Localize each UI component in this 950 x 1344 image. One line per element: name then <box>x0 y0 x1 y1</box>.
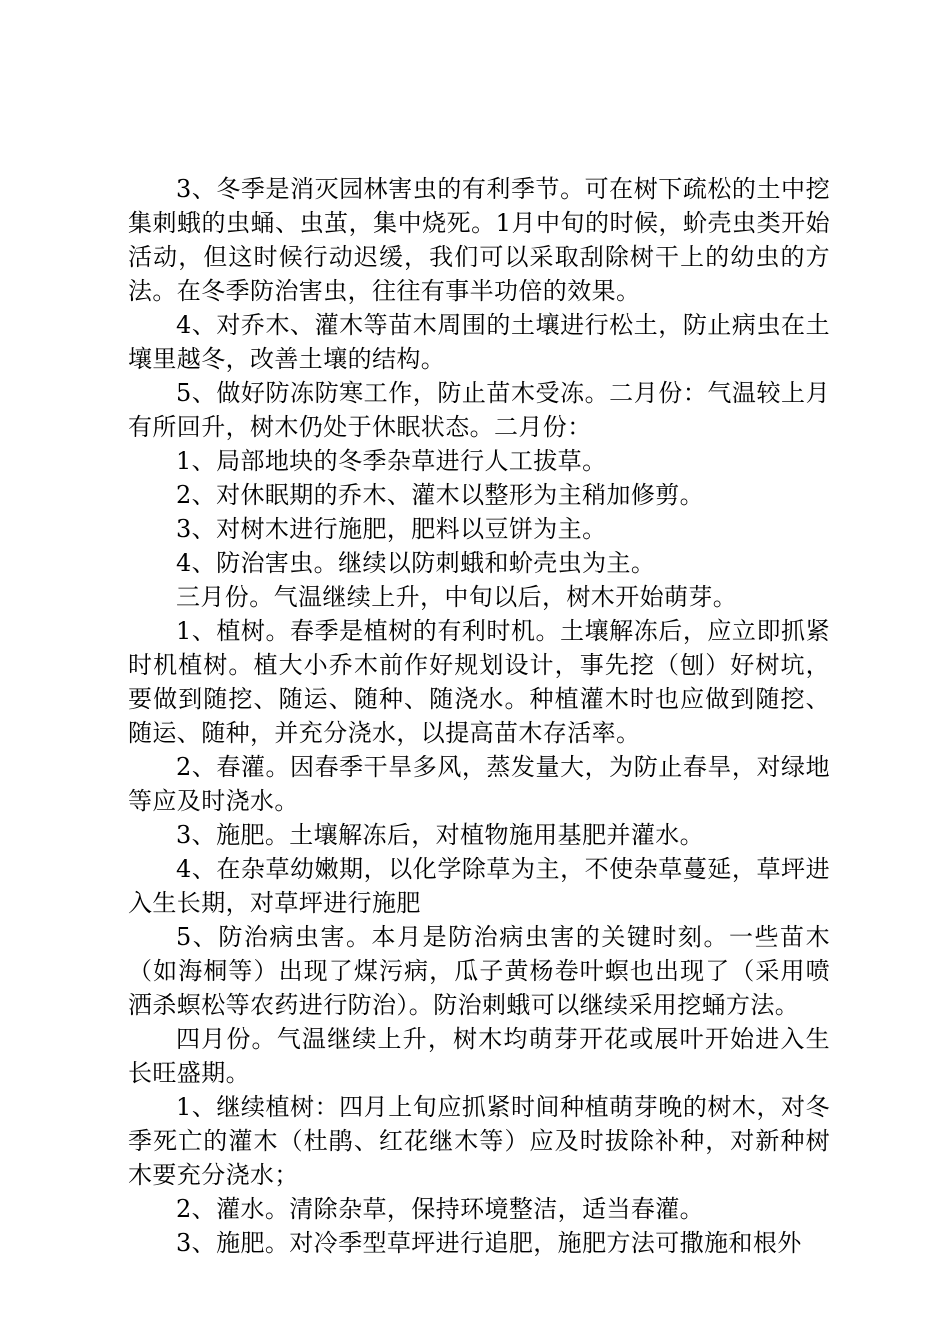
paragraph: 2、灌水。清除杂草，保持环境整洁，适当春灌。 <box>176 1195 705 1223</box>
paragraph: 1、继续植树：四月上旬应抓紧时间种植萌芽晚的树木，对冬季死亡的灌木（杜鹃、红花继木等）应及时拔除补种，对新种树木要充分浇水； <box>128 1093 830 1189</box>
paragraph: 4、在杂草幼嫩期，以化学除草为主，不使杂草蔓延，草坪进入生长期，对草坪进行施肥 <box>128 855 830 917</box>
paragraph: 三月份。气温继续上升，中旬以后，树木开始萌芽。 <box>176 583 738 611</box>
paragraph: 1、局部地块的冬季杂草进行人工拔草。 <box>176 447 607 475</box>
paragraph: 5、防治病虫害。本月是防治病虫害的关键时刻。一些苗木（如海桐等）出现了煤污病，瓜子黄杨卷叶螟也出现了（采用喷洒杀螟松等农药进行防治）。防治刺蛾可以继续采用挖蛹方法。 <box>128 923 830 1019</box>
paragraph: 3、施肥。对冷季型草坪进行追肥，施肥方法可撒施和根外 <box>176 1229 802 1257</box>
paragraph: 2、对休眠期的乔木、灌木以整形为主稍加修剪。 <box>176 481 705 509</box>
paragraph: 3、对树木进行施肥，肥料以豆饼为主。 <box>176 515 607 543</box>
document-body <box>128 172 830 1260</box>
paragraph: 3、施肥。土壤解冻后，对植物施用基肥并灌水。 <box>176 821 705 849</box>
paragraph: 2、春灌。因春季干旱多风，蒸发量大，为防止春旱，对绿地等应及时浇水。 <box>128 753 830 815</box>
paragraph: 3、冬季是消灭园林害虫的有利季节。可在树下疏松的土中挖集刺蛾的虫蛹、虫茧，集中烧死。1月中旬的时候，蚧壳虫类开始活动，但这时候行动迟缓，我们可以采取刮除树干上的幼虫的方法。在冬季防治害虫，往往有事半功倍的效果。 <box>128 175 830 305</box>
paragraph: 4、防治害虫。继续以防刺蛾和蚧壳虫为主。 <box>176 549 656 577</box>
paragraph: 1、植树。春季是植树的有利时机。土壤解冻后，应立即抓紧时机植树。植大小乔木前作好规划设计，事先挖（刨）好树坑，要做到随挖、随运、随种、随浇水。种植灌木时也应做到随挖、随运、随种，并充分浇水，以提高苗木存活率。 <box>128 617 830 747</box>
paragraph: 5、做好防冻防寒工作，防止苗木受冻。二月份：气温较上月有所回升，树木仍处于休眠状态。二月份： <box>128 379 830 441</box>
paragraph: 4、对乔木、灌木等苗木周围的土壤进行松土，防止病虫在土壤里越冬，改善土壤的结构。 <box>128 311 830 373</box>
paragraph: 四月份。气温继续上升，树木均萌芽开花或展叶开始进入生长旺盛期。 <box>128 1025 830 1087</box>
